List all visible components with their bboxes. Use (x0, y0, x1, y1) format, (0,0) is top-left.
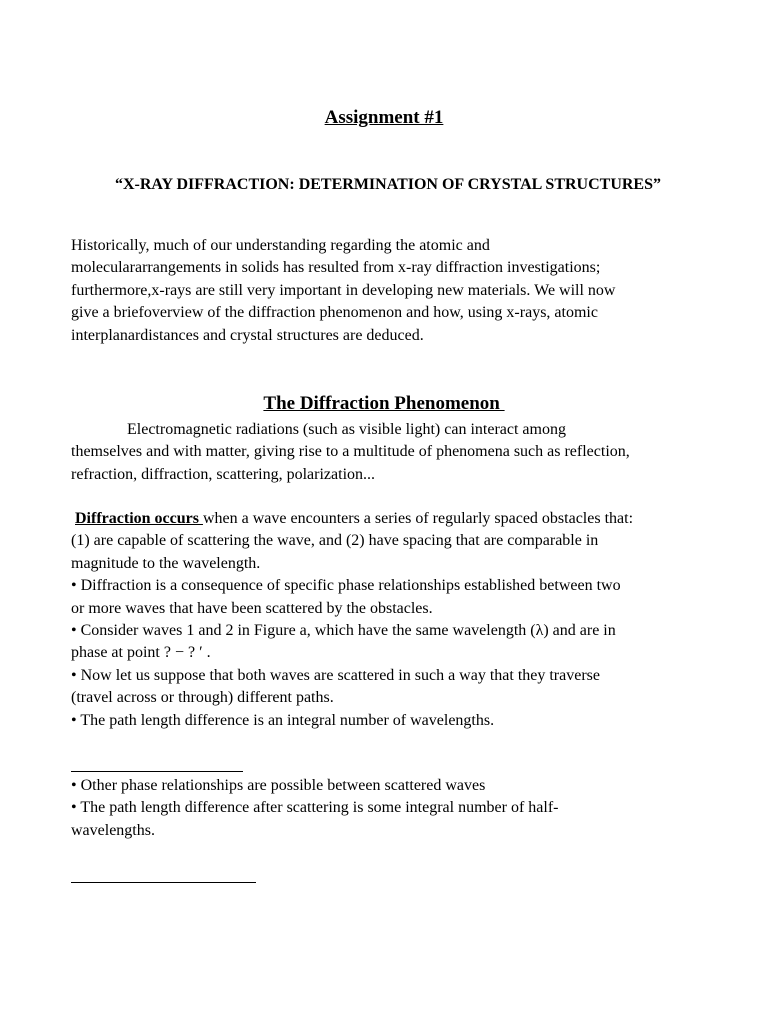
em-line: Electromagnetic radiations (such as visible light) can interact among (127, 421, 566, 438)
intro-line: moleculararrangements in solids has resulted from x-ray diffraction investigations; (71, 259, 601, 277)
diffraction-line: phase at point ? − ? ′ . (71, 644, 211, 662)
diffraction-line: • The path length difference is an integral number of wavelengths. (71, 711, 495, 729)
intro-line: interplanardistances and crystal structures are deduced. (71, 326, 424, 344)
footnote-line: • The path length difference after scattering is some integral number of half- (71, 799, 559, 817)
diffraction-lead-line (71, 508, 701, 530)
intro-line: give a briefoverview of the diffraction phenomenon and how, using x-rays, atomic (71, 304, 598, 322)
diffraction-paragraph (71, 508, 701, 732)
diffraction-occurs-term: Diffraction occurs (75, 510, 203, 527)
em-line: themselves and with matter, giving rise to a multitude of phenomena such as reflection, (71, 443, 630, 461)
diffraction-line: • Diffraction is a consequence of specific phase relationships established between two (71, 577, 621, 595)
section-heading (0, 393, 768, 415)
intro-paragraph (71, 235, 701, 347)
footnote-paragraph (71, 775, 701, 842)
diffraction-line: (1) are capable of scattering the wave, and (2) have spacing that are comparable in (71, 532, 599, 550)
electromagnetic-paragraph (71, 419, 701, 486)
em-line: refraction, diffraction, scattering, polarization... (71, 465, 376, 483)
intro-line: furthermore,x-rays are still very important in developing new materials. We will now (71, 281, 616, 299)
footnote-line: • Other phase relationships are possible between scattered waves (71, 777, 486, 794)
footnote-line: wavelengths. (71, 821, 155, 839)
footnote-divider (71, 771, 243, 772)
section-heading-text: The Diffraction Phenomenon (263, 393, 505, 414)
assignment-subtitle: “X-RAY DIFFRACTION: DETERMINATION OF CRYSTAL STRUCTURES” (114, 176, 661, 193)
bottom-divider (71, 882, 256, 883)
assignment-title: Assignment #1 (324, 107, 444, 128)
diffraction-line: (travel across or through) different paths. (71, 689, 334, 707)
diffraction-line: • Consider waves 1 and 2 in Figure a, which have the same wavelength (λ) and are in (71, 622, 616, 640)
intro-line: Historically, much of our understanding regarding the atomic and (71, 237, 490, 254)
diffraction-line: or more waves that have been scattered by the obstacles. (71, 599, 433, 617)
diffraction-line: magnitude to the wavelength. (71, 554, 261, 572)
diffraction-lead-text: when a wave encounters a series of regularly spaced obstacles that: (202, 510, 634, 527)
diffraction-line: • Now let us suppose that both waves are scattered in such a way that they traverse (71, 666, 600, 684)
